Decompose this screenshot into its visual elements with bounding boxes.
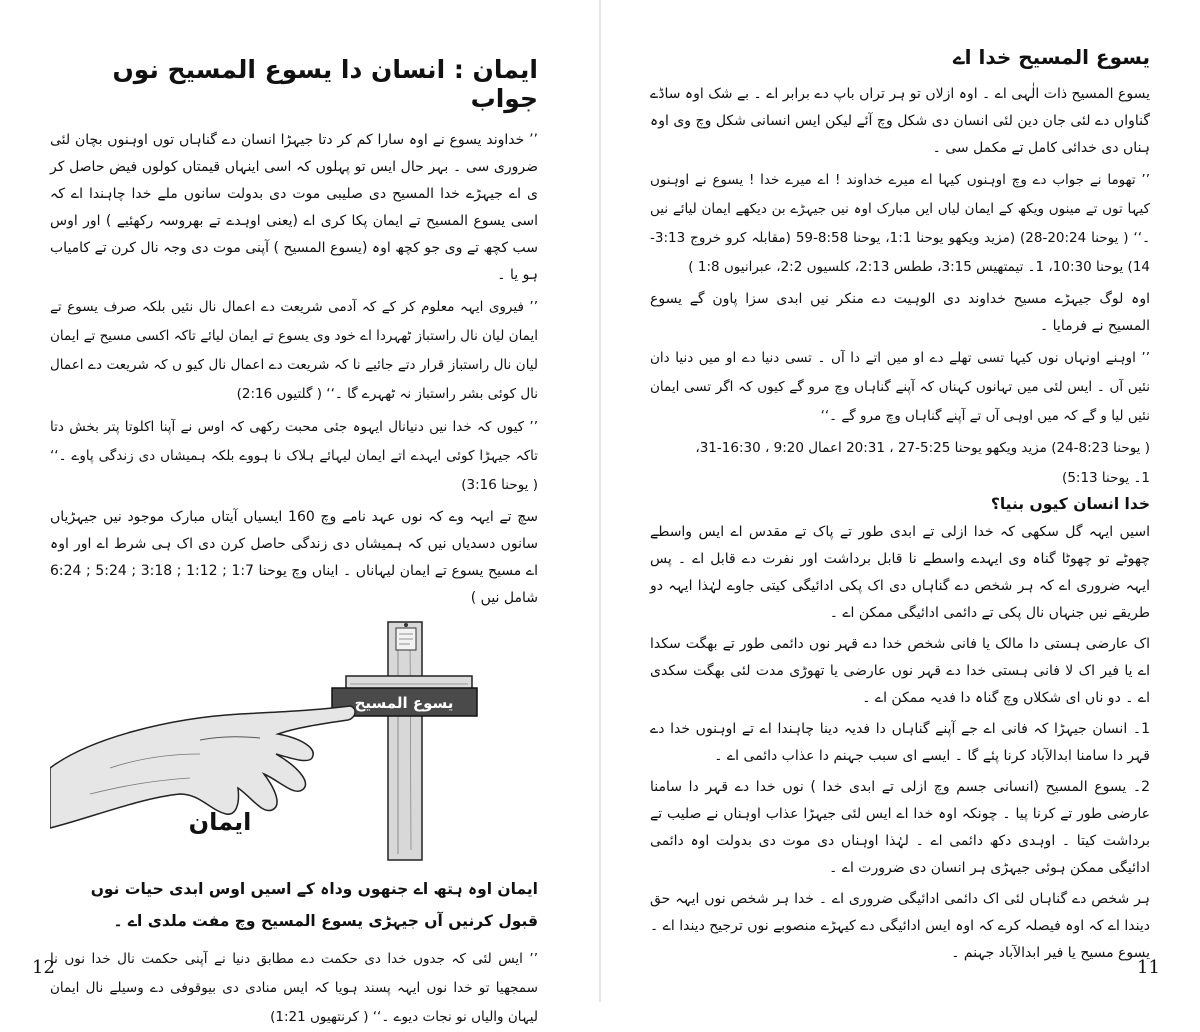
section-paragraph-3: 1۔ انسان جیہڑا کہ فانی اے جے آپنے گناہاں دا فدیہ دینا چاہندا اے تے اوہنوں خدا دے قہر دا سامنا ابدالآباد کرنا پئے گا ۔ ایسے ای سبب جہنم دا عذاب دائمی اے ۔ — [650, 721, 1151, 764]
right-quote: ’’ اوہنے اونہاں نوں کیہا تسی تھلے دے او میں اتے دا آں ۔ تسی دنیا دے او میں دنیا دان نئیں آں ۔ ایس لئی میں تہانوں کہناں کہ آپنے گناہاں وچ مرو گے کیوں کہ اگر تسی ایمان نئیں لیا و گے کہ میں اوہی آں تے آپنے گناہاں وچ مرو گے ۔‘‘ — [650, 350, 1150, 424]
right-sub-paragraph: اوہ لوگ جیہڑے مسیح خداوند دی الوہیت دے منکر نیں ابدی سزا پاون گے یسوع المسیح نے فرمایا ۔ — [650, 291, 1150, 334]
section-paragraph-2: اک عارضی ہستی دا مالک یا فانی شخص خدا دے قہر نوں دائمی طور تے بھگت سکدا اے یا فیر اک لا فانی ہستی خدا دے قہر نوں عارضی یا تھوڑی مدت لئی بھگت سکدی اے ۔ دو ناں ای شکلاں وچ گناہ دا فدیہ ممکن اے ۔ — [650, 636, 1150, 706]
quote-reference-2: 1۔ یوحنا 5:13) — [1062, 470, 1150, 486]
right-page-title: یسوع المسیح خدا اے — [952, 45, 1150, 69]
hand-cross-drawing — [50, 618, 530, 863]
left-closing-paragraph: ’’ ایس لئی کہ جدوں خدا دی حکمت دے مطابق دنیا نے آپنی حکمت نال خدا نوں نا سمجھیا تو خدا نوں ایہہ پسند ہویا کہ ایس منادی دی بیوقوفی دے وسیلے نال ایمان لیہان والیاں نو نجات دیوے ۔‘‘ ( کرنتھیوں 1:21) — [50, 951, 538, 1025]
section-heading: خدا انسان کیوں بنیا؟ — [990, 495, 1150, 513]
left-page — [0, 0, 600, 1025]
hand-and-cross-illustration — [50, 618, 530, 863]
figure-caption: ایمان — [188, 808, 252, 836]
right-paragraph-1: یسوع المسیح ذات الٰہی اے ۔ اوہ ازلاں تو ہر تراں باپ دے برابر اے ۔ بے شک اوہ ساڈے گناواں دے لئی جان دین لئی انسان دی شکل وچ آئے لیکن ایس انسانی شکل وچ وی اوہ ہناں دی خدائی کامل تے مکمل سی ۔ — [650, 86, 1150, 156]
section-paragraph-4: 2۔ یسوع المسیح (انسانی جسم وچ ازلی تے ابدی خدا ) نوں خدا دے قہر دا سامنا عارضی طور تے کرنا پیا ۔ چونکہ اوہ خدا اے ایس لئی جیہڑا عذاب اوہناں نے صلیب تے برداشت کیتا ۔ اوہدی دکھ دائمی اے ۔ لہٰذا اوہناں دی موت دی بدولت اوہ دائمی ادائیگی ممکن ہوئی جیہڑی ہر انسان دی ضرورت اے ۔ — [650, 779, 1150, 876]
left-paragraph-4: سچ تے ایہہ وے کہ نوں عہد نامے وچ 160 ایسیاں آیتاں مبارک موجود نیں جیہڑیاں سانوں دسدیاں نیں کہ ہمیشاں دی زندگی حاصل کرن دی اک ہی شرط اے اور اوہ اے مسیح یسوع تے ایمان لیہاناں ۔ ایناں وچ یوحنا 1:7 ; 1:12 ; 3:18 ; 5:24 ; 6:24 شامل نیں ) — [50, 509, 539, 606]
faith-statement: ایمان اوہ ہتھ اے جنھوں وداہ کے اسیں اوس ابدی حیات نوں قبول کرنیں آں جیہڑی یسوع المسیح وچ مفت ملدی اے ۔ — [90, 880, 538, 930]
left-paragraph-1: ’’ خداوند یسوع نے اوہ سارا کم کر دتا جیہڑا انسان دے گناہاں توں اوہنوں بچان لئی ضروری سی ۔ بہر حال ایس تو پہلوں کہ اسی اینہاں قیمتاں کولوں فیض حاصل کر ی اے جیہڑے خدا المسیح دی صلیبی موت دی بدولت سانوں ملے خدا چاہندا اے کہ اسی یسوع المسیح تے ایمان پکا کری اے (یعنی اوہدے تے بھروسہ رکھئیے ) اور اوس سب کچھ تے وی جو کچھ اوہ (یسوع المسیح ) آپنی موت دی وجہ نال کرن تے کامیاب ہو یا ۔ — [50, 132, 539, 283]
quote-reference-1: ( یوحنا 8:23-24) مزید ویکھو یوحنا 5:25-27 ، 20:31 اعمال 9:20 ، 16:30-31، — [695, 440, 1150, 456]
cross-icon — [346, 622, 472, 860]
right-paragraph-2: ’’ تھوما نے جواب دے وچ اوہنوں کیہا اے میرے خداوند ! اے میرے خدا ! یسوع نے اوہنوں کیہا توں تے مینوں ویکھ کے ایمان لیاں ایں مبارک اوہ نیں جیہڑے بن دیکھے ایمان لیائے نیں ۔‘‘ ( یوحنا 20:24-28) (مزید ویکھو یوحنا 1:1، یوحنا 8:58-59 (مقابلہ کرو خروج 3:13-14) یوحنا 10:30، 1۔ تیمتھیس 3:15، ططس 2:13، کلسیوں 2:2، عبرانیوں 1:8 ) — [650, 172, 1150, 275]
left-page-number: 12 — [32, 957, 55, 978]
right-page — [600, 0, 1200, 1002]
left-paragraph-3: ’’ کیوں کہ خدا نیں دنیانال ایہوہ جئی محبت رکھی کہ اوس نے آپنا اکلوتا پتر بخش دتا تاکہ جیہڑا کوئی ایہدے اتے ایمان لیہائے ہلاک نا ہووے بلکہ ہمیشاں دی زندگی پاوے ۔‘‘ ( یوحنا 3:16) — [50, 419, 538, 493]
right-page-number: 11 — [1137, 957, 1160, 978]
left-page-title: ایمان : انسان دا یسوع المسیح نوں جواب — [112, 55, 538, 113]
section-paragraph-1: اسیں ایہہ گل سکھی کہ خدا ازلی تے ابدی طور تے پاک تے مقدس اے ایس واسطے چھوٹے تو چھوٹا گناہ وی ایہدے واسطے نا قابل برداشت اور نفرت دے قابل اے ۔ پس ایہہ ضروری اے کہ ہر شخص دے گناہاں دی اک پکی ادائیگی کیتی جاوے لہٰذا ایہہ دو طریقے نیں جنہاں نال پکی تے دائمی ادائیگی ممکن اے ۔ — [650, 524, 1150, 621]
section-paragraph-5: ہر شخص دے گناہاں لئی اک دائمی ادائیگی ضروری اے ۔ خدا ہر شخص نوں ایہہ حق دیندا اے کہ اوہ فیصلہ کرے کہ اوہ ایس ادائیگی دے کیہڑے منصوبے نوں ترجیح دیندا اے ۔ یسوع مسیح یا فیر ابدالآباد جہنم ۔ — [650, 891, 1150, 961]
left-paragraph-2: ’’ فیروی ایہہ معلوم کر کے کہ آدمی شریعت دے اعمال نال نئیں بلکہ صرف یسوع تے ایمان لیان نال راستباز ٹھہردا اے خود وی یسوع تے ایمان لیائے تاکہ اکسی مسیح تے ایمان لیان نال راستباز قرار دتے جائیے نا کہ شریعت دے اعمال نال کیو ں کہ شریعت دے اعمال نال کوئی بشر راستباز نہ ٹھہرے گا ۔‘‘ ( گلتیوں 2:16) — [50, 299, 538, 402]
sign-text: یسوع المسیح — [354, 694, 454, 712]
